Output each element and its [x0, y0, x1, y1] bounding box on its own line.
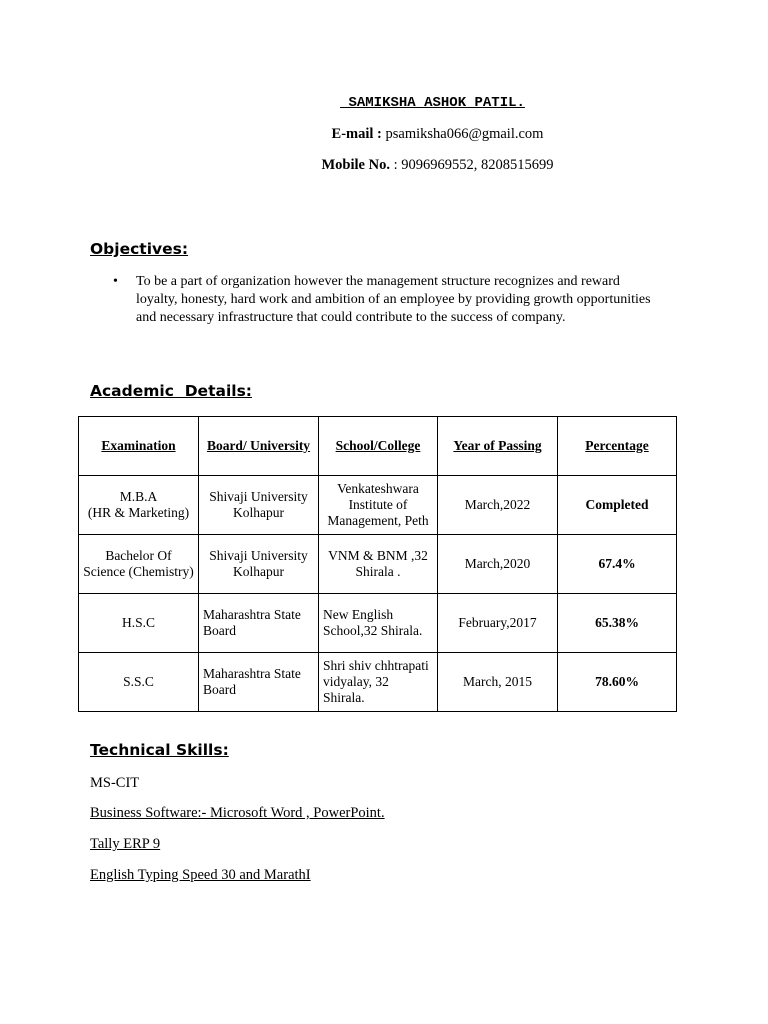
cell-examination: S.S.C: [79, 653, 199, 712]
cell-school: Shri shiv chhtrapati vidyalay, 32 Shirala.: [319, 653, 438, 712]
table-row: [79, 653, 677, 712]
cell-board: Shivaji University Kolhapur: [199, 476, 319, 535]
skill-item: Business Software:- Microsoft Word , PowerPoint.: [90, 805, 385, 821]
objective-text: To be a part of organization however the management structure recognizes and reward loyalty, honesty, hard work and ambition of an employee by providing growth opportunities and necessary infrastructure that could contribute to the success of company.: [136, 274, 651, 325]
candidate-name: SAMIKSHA ASHOK PATIL.: [340, 95, 525, 111]
email-line: [0, 126, 768, 143]
cell-year: March, 2015: [438, 653, 558, 712]
col-year: Year of Passing: [438, 417, 558, 476]
mobile-line: [0, 157, 768, 174]
cell-year: March,2022: [438, 476, 558, 535]
skill-item: Tally ERP 9: [90, 836, 161, 852]
cell-year: February,2017: [438, 594, 558, 653]
technical-heading: Technical Skills:: [90, 741, 229, 759]
col-school: School/College: [319, 417, 438, 476]
cell-board: Maharashtra State Board: [199, 653, 319, 712]
table-row: [79, 535, 677, 594]
bullet-icon: •: [113, 274, 118, 289]
col-percentage: Percentage: [558, 417, 677, 476]
cell-percentage: Completed: [558, 476, 677, 535]
objectives-heading: Objectives:: [90, 240, 189, 258]
academic-heading: Academic Details:: [90, 382, 252, 400]
cell-percentage: 78.60%: [558, 653, 677, 712]
cell-school: VNM & BNM ,32 Shirala .: [319, 535, 438, 594]
cell-percentage: 65.38%: [558, 594, 677, 653]
mobile-value: : 9096969552, 8208515699: [389, 157, 554, 173]
cell-year: March,2020: [438, 535, 558, 594]
cell-school: Venkateshwara Institute of Management, Peth: [319, 476, 438, 535]
cell-examination: M.B.A (HR & Marketing): [79, 476, 199, 535]
objective-item: [113, 273, 658, 327]
cell-examination: H.S.C: [79, 594, 199, 653]
mobile-label: Mobile No.: [321, 157, 390, 173]
cell-board: Maharashtra State Board: [199, 594, 319, 653]
cell-board: Shivaji University Kolhapur: [199, 535, 319, 594]
table-row: [79, 594, 677, 653]
cell-examination: Bachelor Of Science (Chemistry): [79, 535, 199, 594]
table-header-row: [79, 417, 677, 476]
skill-item: MS-CIT: [90, 775, 140, 791]
email-label: E-mail :: [331, 126, 382, 142]
cell-percentage: 67.4%: [558, 535, 677, 594]
academic-table: [78, 416, 677, 712]
col-board: Board/ University: [199, 417, 319, 476]
cell-school: New English School,32 Shirala.: [319, 594, 438, 653]
table-row: [79, 476, 677, 535]
col-examination: Examination: [79, 417, 199, 476]
email-value: psamiksha066@gmail.com: [381, 126, 544, 142]
skill-item: English Typing Speed 30 and MarathI: [90, 867, 311, 883]
